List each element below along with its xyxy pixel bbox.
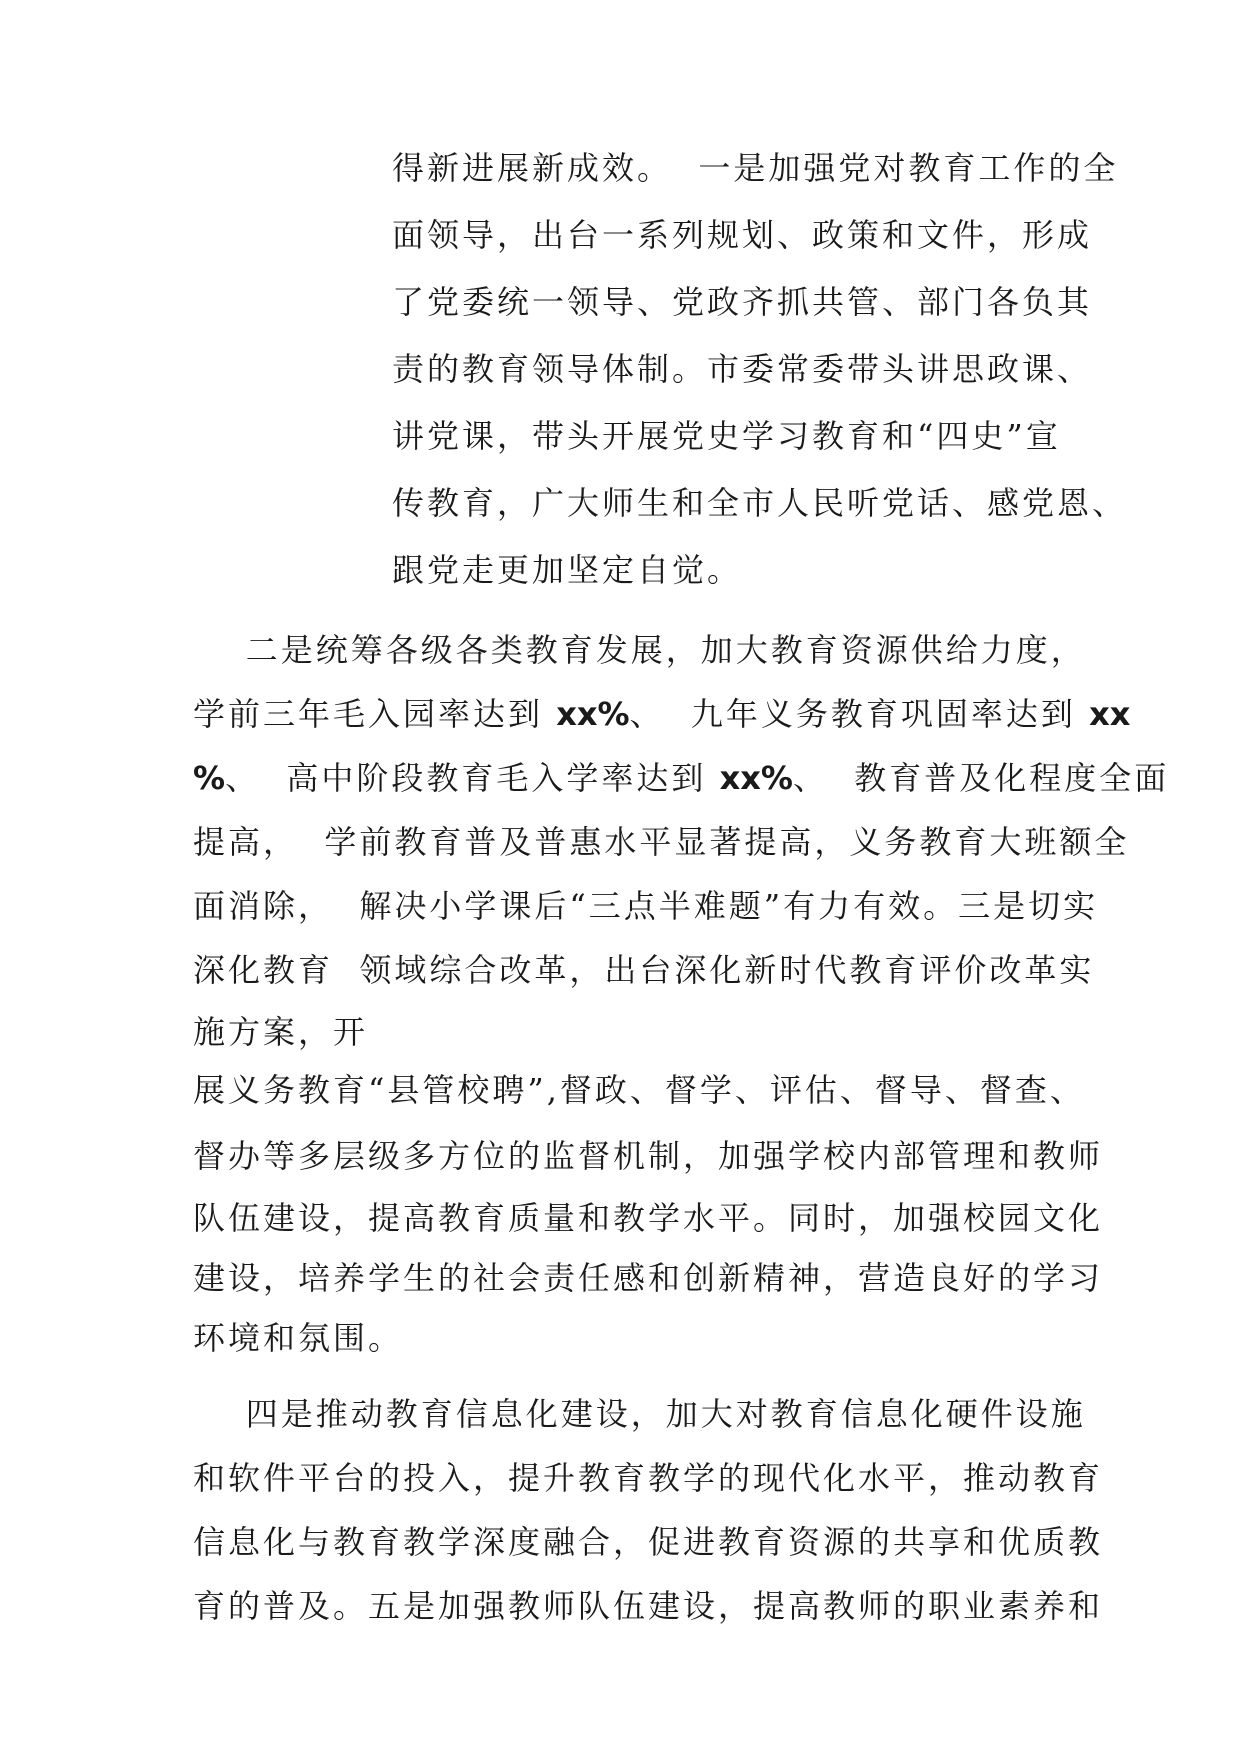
text-run: 、 高中阶段教育毛入学率达到 xyxy=(225,759,720,797)
text-line: 责的教育领导体制。市委常委带头讲思政课、 xyxy=(392,350,1093,388)
text-line: 传教育，广大师生和全市人民听党话、感党恩、 xyxy=(392,484,1128,522)
text-line: 建设，培养学生的社会责任感和创新精神，营造良好的学习 xyxy=(193,1259,1104,1297)
text-run: 学前三年毛入园率达到 xyxy=(193,695,557,733)
text-line: 育的普及。五是加强教师队伍建设，提高教师的职业素养和 xyxy=(193,1587,1104,1625)
text-line: 环境和氛围。 xyxy=(193,1319,404,1357)
text-line: 展义务教育“县管校聘”,督政、督学、评估、督导、督查、 xyxy=(193,1071,1085,1109)
text-line xyxy=(193,694,1130,734)
placeholder-value: xx xyxy=(1089,695,1131,733)
placeholder-value: xx% xyxy=(719,759,793,797)
text-line: 二是统筹各级各类教育发展，加大教育资源供给力度， xyxy=(193,631,1086,669)
text-line: 信息化与教育教学深度融合，促进教育资源的共享和优质教 xyxy=(193,1523,1104,1561)
text-run: 、 教育普及化程度全面 xyxy=(792,759,1170,797)
text-line: 了党委统一领导、党政齐抓共管、部门各负其 xyxy=(392,283,1093,321)
placeholder-value: xx% xyxy=(556,695,630,733)
text-line: 得新进展新成效。 一是加强党对教育工作的全 xyxy=(392,149,1119,187)
text-line: 施方案，开 xyxy=(193,1013,369,1051)
placeholder-value: % xyxy=(193,759,226,797)
text-line: 督办等多层级多方位的监督机制，加强学校内部管理和教师 xyxy=(193,1137,1104,1175)
text-line: 队伍建设，提高教育质量和教学水平。同时，加强校园文化 xyxy=(193,1199,1104,1237)
text-run: 、 九年义务教育巩固率达到 xyxy=(629,695,1090,733)
text-line: 面领导，出台一系列规划、政策和文件，形成 xyxy=(392,216,1093,254)
text-line: 跟党走更加坚定自觉。 xyxy=(392,551,743,589)
text-line: 讲党课，带头开展党史学习教育和“四史”宣 xyxy=(392,417,1061,455)
text-line xyxy=(193,758,1169,798)
text-line: 深化教育 领域综合改革，出台深化新时代教育评价改革实 xyxy=(193,951,1095,989)
text-line: 和软件平台的投入，提升教育教学的现代化水平，推动教育 xyxy=(193,1459,1104,1497)
text-line: 四是推动教育信息化建设，加大对教育信息化硬件设施 xyxy=(193,1395,1086,1433)
text-line: 面消除， 解决小学课后“三点半难题”有力有效。三是切实 xyxy=(193,887,1099,925)
text-line: 提高， 学前教育普及普惠水平显著提高，义务教育大班额全 xyxy=(193,823,1130,861)
